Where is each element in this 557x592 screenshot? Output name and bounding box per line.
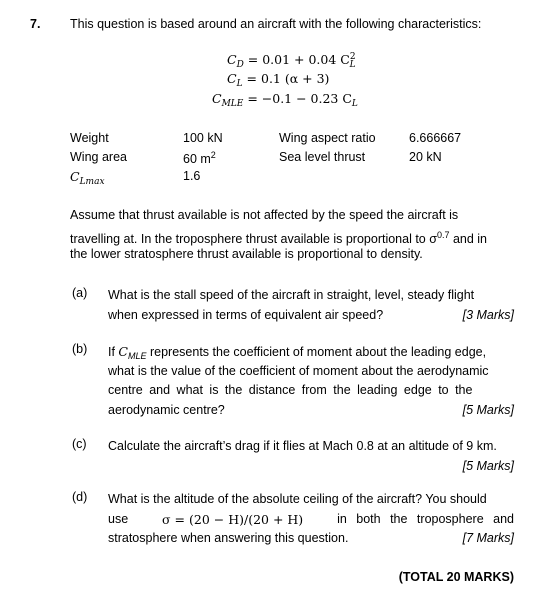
cd-rhs-subscript: L (349, 60, 356, 70)
aspect-ratio-label: Wing aspect ratio (279, 131, 376, 145)
assumption-line-2: travelling at. In the troposphere thrust available is proportional to $\sigma^{0.7}$ and in (70, 229, 487, 246)
part-a-text (108, 286, 514, 325)
cl-subscript: L (236, 79, 243, 89)
total-marks: (TOTAL 20 MARKS) (398, 570, 514, 584)
part-b-line-1: If $C_{MLE}$ represents the coefficient of moment about the leading edge, (108, 344, 487, 361)
aspect-ratio-value: 6.666667 (409, 131, 462, 145)
drag-equation (227, 52, 356, 70)
weight-label: Weight (70, 131, 109, 145)
lift-equation (227, 71, 329, 89)
part-b-line-2: what is the value of the coefficient of moment about the aerodynamic (108, 363, 489, 378)
cd-symbol: C (227, 52, 237, 67)
part-a-line-1: What is the stall speed of the aircraft in straight, level, steady flight (108, 288, 475, 302)
sea-level-thrust-value: 20 kN (409, 150, 442, 164)
part-b-text (108, 342, 514, 420)
part-a-marks: [3 Marks] (462, 307, 514, 322)
part-c-line-2 (108, 457, 514, 477)
part-a-label: (a) (72, 286, 88, 300)
part-b-line-3: centre and what is the distance from the leading edge to the (108, 383, 473, 397)
cl-symbol: C (227, 71, 237, 86)
cd-subscript: D (236, 60, 244, 70)
cm-rhs-subscript: L (351, 99, 358, 109)
part-d-line-1: What is the altitude of the absolute ceiling of the aircraft? You should (108, 492, 487, 506)
part-c-text (108, 437, 514, 476)
part-b-label: (b) (72, 342, 88, 356)
cd-rhs: = 0.01 + 0.04 C (247, 52, 350, 67)
assumption-line-1: Assume that thrust available is not affected by the speed the aircraft is (70, 208, 459, 222)
part-d-marks: [7 Marks] (462, 531, 514, 545)
cm-subscript: MLE (221, 99, 244, 109)
part-d-label: (d) (72, 490, 88, 504)
question-number: 7. (30, 17, 41, 31)
clmax-value: 1.6 (183, 169, 201, 183)
sea-level-thrust-label: Sea level thrust (279, 150, 366, 164)
wing-area-value: 60 $m^2$ (183, 150, 216, 166)
part-c-label: (c) (72, 437, 87, 451)
part-c-marks: [5 Marks] (462, 458, 514, 473)
cd-rhs-superscript: 2 (349, 52, 356, 62)
part-d-line-3: stratosphere when answering this question. [7 Marks] (108, 529, 514, 549)
part-d-line-2: use σ = (20 − H)/(20 + H) in both the troposphere and (108, 511, 514, 527)
cm-symbol: C (212, 91, 222, 106)
part-b-line-4: aerodynamic centre? [5 Marks] (108, 401, 514, 421)
weight-value: 100 kN (183, 131, 223, 145)
wing-area-label: Wing area (70, 150, 127, 164)
cm-rhs: = −0.1 − 0.23 C (247, 91, 352, 106)
moment-equation (212, 91, 358, 109)
part-b-marks: [5 Marks] (462, 402, 514, 417)
assumption-paragraph (70, 206, 514, 265)
part-a-line-2: when expressed in terms of equivalent air speed? [3 Marks] (108, 306, 514, 326)
question-intro: This question is based around an aircraft with the following characteristics: (70, 17, 482, 31)
assumption-line-3: the lower stratosphere thrust available is proportional to density. (70, 247, 423, 261)
clmax-label: $C_{Lmax}$ (70, 169, 105, 187)
cl-rhs: = 0.1 (α + 3) (246, 71, 330, 86)
part-d-text (108, 490, 514, 549)
part-c-line-1: Calculate the aircraft’s drag if it flies at Mach 0.8 at an altitude of 9 km. (108, 439, 497, 453)
